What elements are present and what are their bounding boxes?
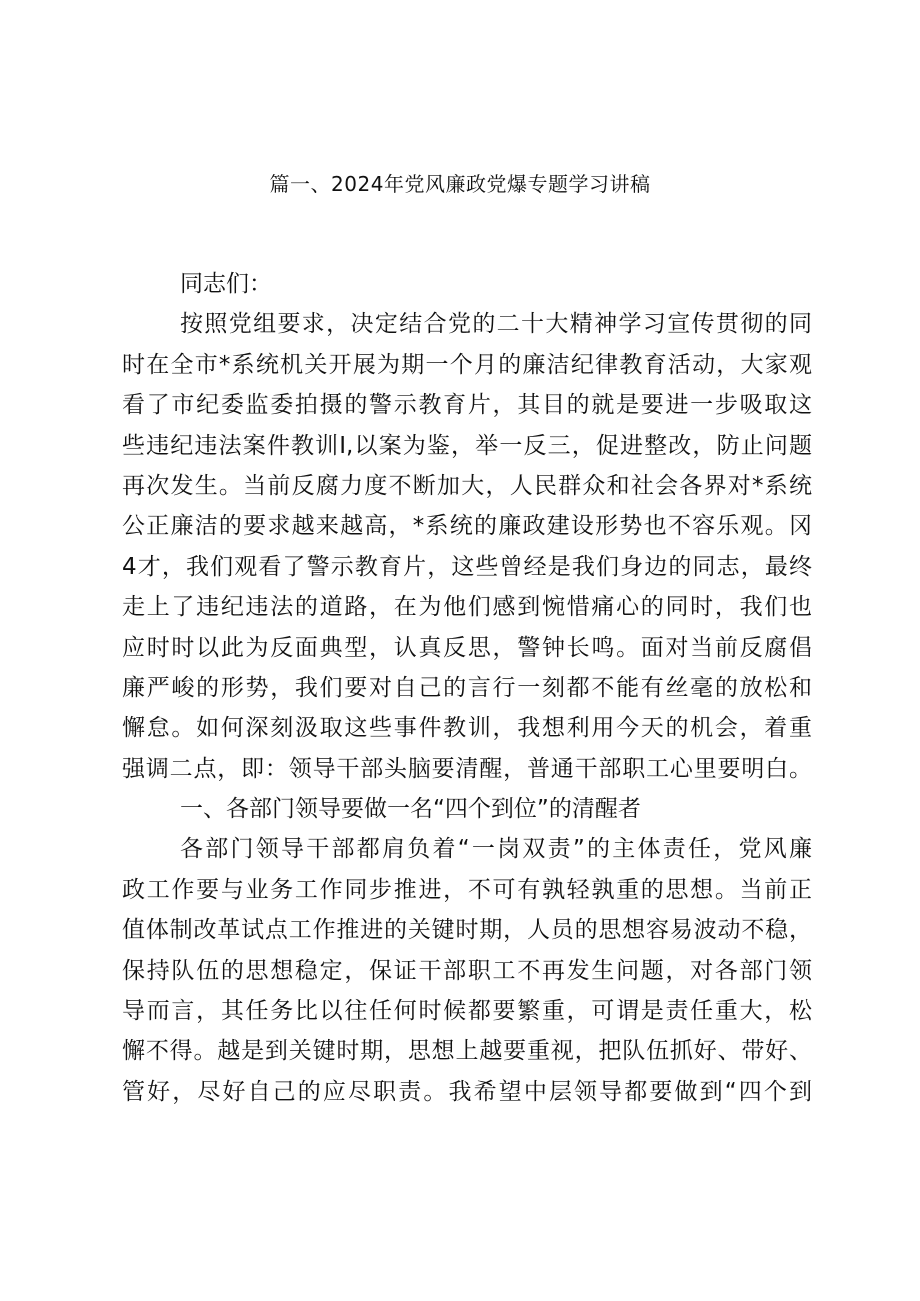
paragraph-line: 保持队伍的思想稳定，保证干部职工不再发生问题，对各部门领 — [122, 957, 812, 984]
paragraph-line: 再次发生。当前反腐力度不断加大，人民群众和社会各界对*系统 — [122, 472, 812, 499]
paragraph-line: 公正廉洁的要求越来越高，*系统的廉政建设形势也不容乐观。冈 — [122, 513, 812, 540]
paragraph-line: 强调二点，即：领导干部头脑要清醒，普通干部职工心里要明白。 — [122, 755, 812, 782]
paragraph-line: 4才，我们观看了警示教育片，这些曾经是我们身边的同志，最终 — [122, 553, 812, 580]
paragraph-line: 廉严峻的形势，我们要对自己的言行一刻都不能有丝毫的放松和 — [122, 674, 812, 701]
paragraph-line: 时在全市*系统机关开展为期一个月的廉洁纪律教育活动，大家观 — [122, 351, 812, 378]
paragraph-line: 些违纪违法案件教训I,以案为鉴，举一反三，促进整改，防止问题 — [122, 432, 812, 459]
paragraph-line: 走上了违纪违法的道路，在为他们感到惋惜痛心的同时，我们也 — [122, 594, 812, 621]
paragraph-line: 看了市纪委监委拍摄的警示教育片，其目的就是要进一步吸取这 — [122, 392, 812, 419]
document-body — [122, 264, 812, 1112]
paragraph-line: 懈不得。越是到关键时期，思想上越要重视，把队伍抓好、带好、 — [122, 1038, 812, 1065]
paragraph-line: 应时时以此为反面典型，认真反思，警钟长鸣。面对当前反腐倡 — [122, 634, 812, 661]
paragraph-line: 懈怠。如何深刻汲取这些事件教训，我想利用今天的机会，着重 — [122, 715, 812, 742]
paragraph-line: 按照党组要求，决定结合党的二十大精神学习宣传贯彻的同 — [180, 311, 812, 338]
section-heading: 一、各部门领导要做一名“四个到位”的清醒者 — [180, 796, 641, 823]
paragraph-line: 各部门领导干部都肩负着“一岗双责”的主体责任，党风廉 — [180, 836, 812, 863]
paragraph-line: 值体制改革试点工作推进的关键时期，人员的思想容易波动不稳， — [122, 917, 812, 944]
greeting-line: 同志们： — [180, 271, 272, 297]
paragraph-line: 政工作要与业务工作同步推进，不可有孰轻孰重的思想。当前正 — [122, 876, 812, 903]
document-title: 篇一、2024年党风廉政党爆专题学习讲稿 — [269, 172, 651, 196]
paragraph-line: 管好，尽好自己的应尽职责。我希望中层领导都要做到“四个到 — [122, 1078, 812, 1105]
paragraph-line: 导而言，其任务比以往任何时候都要繁重，可谓是责任重大，松 — [122, 998, 812, 1025]
